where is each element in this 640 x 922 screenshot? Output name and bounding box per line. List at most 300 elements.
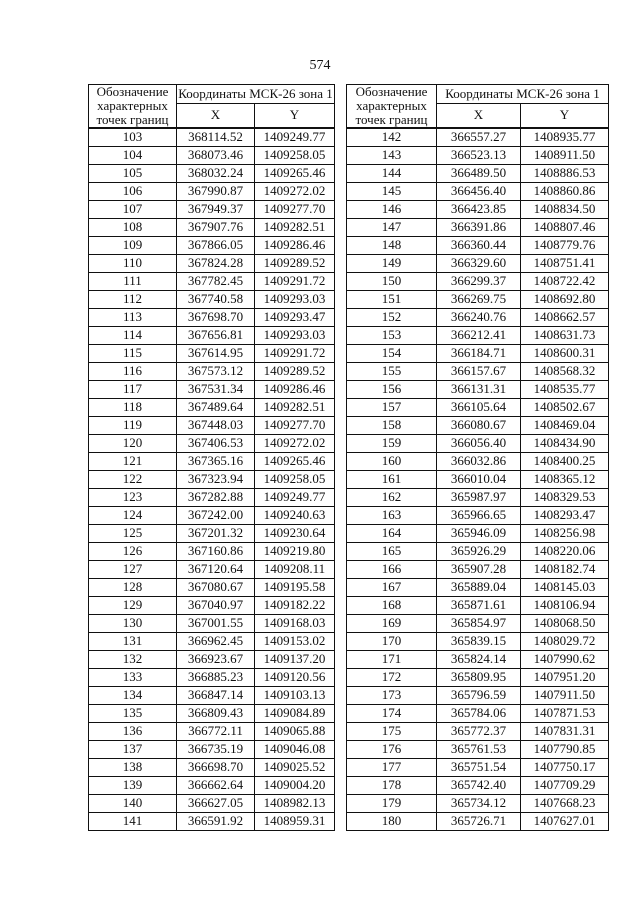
point-number-cell: 133 [89,669,177,687]
y-coordinate-cell: 1408182.74 [521,561,609,579]
x-coordinate-cell: 367573.12 [177,363,255,381]
y-coordinate-cell: 1409282.51 [255,219,335,237]
y-coordinate-cell: 1409289.52 [255,363,335,381]
y-coordinate-cell: 1408068.50 [521,615,609,633]
y-coordinate-cell: 1408029.72 [521,633,609,651]
y-coordinate-cell: 1409208.11 [255,561,335,579]
table-row [347,417,609,435]
x-coordinate-cell: 367001.55 [177,615,255,633]
x-coordinate-cell: 365946.09 [437,525,521,543]
x-coordinate-cell: 367990.87 [177,183,255,201]
point-number-cell: 157 [347,399,437,417]
x-coordinate-cell: 366299.37 [437,273,521,291]
x-coordinate-cell: 367160.86 [177,543,255,561]
x-coordinate-cell: 367406.53 [177,435,255,453]
point-number-cell: 120 [89,435,177,453]
point-number-cell: 124 [89,507,177,525]
x-coordinate-cell: 368114.52 [177,128,255,147]
x-coordinate-cell: 365796.59 [437,687,521,705]
point-number-cell: 148 [347,237,437,255]
y-coordinate-cell: 1408692.80 [521,291,609,309]
x-coordinate-cell: 367698.70 [177,309,255,327]
y-coordinate-cell: 1409291.72 [255,345,335,363]
x-column-header: X [177,104,255,128]
x-coordinate-cell: 366523.13 [437,147,521,165]
y-coordinate-cell: 1408722.42 [521,273,609,291]
y-coordinate-cell: 1408469.04 [521,417,609,435]
x-coordinate-cell: 366157.67 [437,363,521,381]
x-coordinate-cell: 366240.76 [437,309,521,327]
x-coordinate-cell: 366423.85 [437,201,521,219]
y-coordinate-cell: 1408935.77 [521,128,609,147]
table-row [347,723,609,741]
point-number-cell: 154 [347,345,437,363]
point-number-cell: 103 [89,128,177,147]
table-row [347,795,609,813]
point-number-cell: 165 [347,543,437,561]
table-row [89,309,335,327]
table-row [347,741,609,759]
table-row [347,309,609,327]
x-coordinate-cell: 366662.64 [177,777,255,795]
table-row [89,147,335,165]
table-row [89,687,335,705]
y-coordinate-cell: 1409137.20 [255,651,335,669]
x-coordinate-cell: 366772.11 [177,723,255,741]
y-coordinate-cell: 1407871.53 [521,705,609,723]
y-coordinate-cell: 1408600.31 [521,345,609,363]
x-coordinate-cell: 366269.75 [437,291,521,309]
y-coordinate-cell: 1409277.70 [255,417,335,435]
y-coordinate-cell: 1407627.01 [521,813,609,831]
y-coordinate-cell: 1409258.05 [255,471,335,489]
point-number-cell: 127 [89,561,177,579]
table-row [347,183,609,201]
table-row [89,561,335,579]
table-row [89,813,335,831]
point-number-cell: 167 [347,579,437,597]
table-row [89,507,335,525]
y-coordinate-cell: 1408751.41 [521,255,609,273]
x-coordinate-cell: 367040.97 [177,597,255,615]
point-number-cell: 177 [347,759,437,777]
point-number-cell: 134 [89,687,177,705]
y-coordinate-cell: 1408779.76 [521,237,609,255]
x-coordinate-cell: 367614.95 [177,345,255,363]
y-coordinate-cell: 1407709.29 [521,777,609,795]
x-coordinate-cell: 366391.86 [437,219,521,237]
x-coordinate-cell: 365907.28 [437,561,521,579]
table-row [89,165,335,183]
x-coordinate-cell: 366847.14 [177,687,255,705]
point-number-cell: 130 [89,615,177,633]
point-number-cell: 118 [89,399,177,417]
table-row [89,255,335,273]
x-coordinate-cell: 365772.37 [437,723,521,741]
x-coordinate-cell: 367866.05 [177,237,255,255]
table-row [347,201,609,219]
y-coordinate-cell: 1409277.70 [255,201,335,219]
table-row [89,741,335,759]
x-coordinate-cell: 367242.00 [177,507,255,525]
point-number-cell: 176 [347,741,437,759]
point-number-cell: 166 [347,561,437,579]
x-coordinate-cell: 366591.92 [177,813,255,831]
point-number-cell: 179 [347,795,437,813]
x-coordinate-cell: 365824.14 [437,651,521,669]
point-number-cell: 162 [347,489,437,507]
x-coordinate-cell: 367120.64 [177,561,255,579]
table-row [89,489,335,507]
y-coordinate-cell: 1407951.20 [521,669,609,687]
y-coordinate-cell: 1408434.90 [521,435,609,453]
y-coordinate-cell: 1409065.88 [255,723,335,741]
x-coordinate-cell: 366735.19 [177,741,255,759]
x-coordinate-cell: 367489.64 [177,399,255,417]
y-coordinate-cell: 1408807.46 [521,219,609,237]
y-coordinate-cell: 1409249.77 [255,489,335,507]
table-row [347,453,609,471]
table-row [347,128,609,147]
table-row [347,633,609,651]
y-coordinate-cell: 1409004.20 [255,777,335,795]
table-row [347,399,609,417]
table-row [347,255,609,273]
point-number-cell: 106 [89,183,177,201]
x-coordinate-cell: 367201.32 [177,525,255,543]
x-coordinate-cell: 366557.27 [437,128,521,147]
y-coordinate-cell: 1408145.03 [521,579,609,597]
coordinates-table-left [88,84,335,831]
point-number-cell: 153 [347,327,437,345]
table-row [347,615,609,633]
y-column-header: Y [255,104,335,128]
page-number: 574 [309,58,331,73]
point-number-cell: 149 [347,255,437,273]
y-coordinate-cell: 1409046.08 [255,741,335,759]
table-row [347,327,609,345]
y-coordinate-cell: 1409182.22 [255,597,335,615]
point-number-cell: 178 [347,777,437,795]
point-number-cell: 151 [347,291,437,309]
point-number-cell: 158 [347,417,437,435]
x-coordinate-cell: 367080.67 [177,579,255,597]
table-row [347,561,609,579]
point-number-cell: 138 [89,759,177,777]
point-number-cell: 109 [89,237,177,255]
table-row [347,705,609,723]
x-coordinate-cell: 367907.76 [177,219,255,237]
y-coordinate-cell: 1409120.56 [255,669,335,687]
point-number-cell: 172 [347,669,437,687]
x-coordinate-cell: 365966.65 [437,507,521,525]
y-coordinate-cell: 1409168.03 [255,615,335,633]
point-number-cell: 144 [347,165,437,183]
x-coordinate-cell: 365889.04 [437,579,521,597]
point-number-cell: 137 [89,741,177,759]
y-coordinate-cell: 1409265.46 [255,165,335,183]
table-row [347,651,609,669]
x-coordinate-cell: 366212.41 [437,327,521,345]
point-number-cell: 159 [347,435,437,453]
x-coordinate-cell: 365926.29 [437,543,521,561]
point-number-cell: 108 [89,219,177,237]
x-coordinate-cell: 366360.44 [437,237,521,255]
table-row [89,453,335,471]
coordinates-table-right [346,84,609,831]
y-coordinate-cell: 1407911.50 [521,687,609,705]
point-number-cell: 171 [347,651,437,669]
y-coordinate-cell: 1407790.85 [521,741,609,759]
point-number-cell: 173 [347,687,437,705]
x-coordinate-cell: 367656.81 [177,327,255,345]
x-coordinate-cell: 366923.67 [177,651,255,669]
x-coordinate-cell: 365987.97 [437,489,521,507]
table-row [89,615,335,633]
y-coordinate-cell: 1409195.58 [255,579,335,597]
point-number-cell: 169 [347,615,437,633]
x-coordinate-cell: 367740.58 [177,291,255,309]
y-coordinate-cell: 1408220.06 [521,543,609,561]
x-coordinate-cell: 365809.95 [437,669,521,687]
x-coordinate-cell: 365734.12 [437,795,521,813]
x-coordinate-cell: 367949.37 [177,201,255,219]
y-coordinate-cell: 1407750.17 [521,759,609,777]
point-number-cell: 128 [89,579,177,597]
point-number-cell: 104 [89,147,177,165]
point-number-cell: 170 [347,633,437,651]
designation-header: Обозначение характерных точек границ [89,85,177,129]
y-coordinate-cell: 1409249.77 [255,128,335,147]
point-number-cell: 180 [347,813,437,831]
table-row [347,507,609,525]
table-row [347,273,609,291]
x-coordinate-cell: 365784.06 [437,705,521,723]
y-coordinate-cell: 1407831.31 [521,723,609,741]
x-coordinate-cell: 367448.03 [177,417,255,435]
x-column-header: X [437,104,521,128]
table-row [347,219,609,237]
y-coordinate-cell: 1409265.46 [255,453,335,471]
table-row [89,579,335,597]
point-number-cell: 117 [89,381,177,399]
table-row [89,597,335,615]
table-row [89,363,335,381]
y-coordinate-cell: 1408662.57 [521,309,609,327]
table-row [89,669,335,687]
x-coordinate-cell: 365839.15 [437,633,521,651]
point-number-cell: 164 [347,525,437,543]
y-coordinate-cell: 1408982.13 [255,795,335,813]
table-row [89,381,335,399]
point-number-cell: 110 [89,255,177,273]
x-coordinate-cell: 365854.97 [437,615,521,633]
y-coordinate-cell: 1408293.47 [521,507,609,525]
point-number-cell: 114 [89,327,177,345]
y-coordinate-cell: 1408631.73 [521,327,609,345]
point-number-cell: 143 [347,147,437,165]
table-row [89,219,335,237]
point-number-cell: 145 [347,183,437,201]
point-number-cell: 174 [347,705,437,723]
x-coordinate-cell: 367782.45 [177,273,255,291]
x-coordinate-cell: 366010.04 [437,471,521,489]
point-number-cell: 125 [89,525,177,543]
table-row [89,633,335,651]
table-row [89,525,335,543]
point-number-cell: 126 [89,543,177,561]
x-coordinate-cell: 366329.60 [437,255,521,273]
coordinates-header: Координаты МСК-26 зона 1 [177,85,335,104]
point-number-cell: 150 [347,273,437,291]
table-row [347,165,609,183]
table-row [347,597,609,615]
x-coordinate-cell: 366056.40 [437,435,521,453]
y-coordinate-cell: 1409286.46 [255,237,335,255]
y-coordinate-cell: 1409084.89 [255,705,335,723]
point-number-cell: 136 [89,723,177,741]
y-coordinate-cell: 1408400.25 [521,453,609,471]
x-coordinate-cell: 365751.54 [437,759,521,777]
x-coordinate-cell: 366032.86 [437,453,521,471]
x-coordinate-cell: 366809.43 [177,705,255,723]
y-coordinate-cell: 1408535.77 [521,381,609,399]
point-number-cell: 105 [89,165,177,183]
y-coordinate-cell: 1408886.53 [521,165,609,183]
point-number-cell: 113 [89,309,177,327]
point-number-cell: 123 [89,489,177,507]
point-number-cell: 141 [89,813,177,831]
y-coordinate-cell: 1408502.67 [521,399,609,417]
point-number-cell: 119 [89,417,177,435]
x-coordinate-cell: 366105.64 [437,399,521,417]
table-row [347,777,609,795]
point-number-cell: 121 [89,453,177,471]
y-coordinate-cell: 1408959.31 [255,813,335,831]
x-coordinate-cell: 365871.61 [437,597,521,615]
x-coordinate-cell: 366698.70 [177,759,255,777]
y-coordinate-cell: 1409282.51 [255,399,335,417]
point-number-cell: 131 [89,633,177,651]
y-column-header: Y [521,104,609,128]
point-number-cell: 168 [347,597,437,615]
point-number-cell: 111 [89,273,177,291]
table-row [89,128,335,147]
x-coordinate-cell: 367365.16 [177,453,255,471]
y-coordinate-cell: 1409289.52 [255,255,335,273]
point-number-cell: 155 [347,363,437,381]
point-number-cell: 129 [89,597,177,615]
table-row [347,759,609,777]
y-coordinate-cell: 1407668.23 [521,795,609,813]
table-row [89,435,335,453]
table-row [347,435,609,453]
x-coordinate-cell: 367531.34 [177,381,255,399]
table-row [89,183,335,201]
table-row [347,543,609,561]
point-number-cell: 152 [347,309,437,327]
x-coordinate-cell: 366885.23 [177,669,255,687]
point-number-cell: 139 [89,777,177,795]
table-row [347,471,609,489]
table-row [347,345,609,363]
y-coordinate-cell: 1408256.98 [521,525,609,543]
table-row [347,147,609,165]
table-row [89,291,335,309]
y-coordinate-cell: 1409025.52 [255,759,335,777]
x-coordinate-cell: 366489.50 [437,165,521,183]
x-coordinate-cell: 365726.71 [437,813,521,831]
y-coordinate-cell: 1409286.46 [255,381,335,399]
x-coordinate-cell: 366080.67 [437,417,521,435]
x-coordinate-cell: 368032.24 [177,165,255,183]
x-coordinate-cell: 366627.05 [177,795,255,813]
table-row [347,237,609,255]
point-number-cell: 147 [347,219,437,237]
x-coordinate-cell: 365742.40 [437,777,521,795]
y-coordinate-cell: 1409272.02 [255,183,335,201]
y-coordinate-cell: 1409293.47 [255,309,335,327]
y-coordinate-cell: 1409230.64 [255,525,335,543]
y-coordinate-cell: 1409240.63 [255,507,335,525]
point-number-cell: 116 [89,363,177,381]
table-row [347,489,609,507]
x-coordinate-cell: 367282.88 [177,489,255,507]
table-row [89,705,335,723]
table-row [89,651,335,669]
x-coordinate-cell: 366131.31 [437,381,521,399]
point-number-cell: 175 [347,723,437,741]
point-number-cell: 132 [89,651,177,669]
y-coordinate-cell: 1409219.80 [255,543,335,561]
point-number-cell: 156 [347,381,437,399]
y-coordinate-cell: 1409153.02 [255,633,335,651]
point-number-cell: 142 [347,128,437,147]
table-row [347,381,609,399]
point-number-cell: 146 [347,201,437,219]
y-coordinate-cell: 1408568.32 [521,363,609,381]
table-row [89,777,335,795]
x-coordinate-cell: 365761.53 [437,741,521,759]
y-coordinate-cell: 1409291.72 [255,273,335,291]
point-number-cell: 161 [347,471,437,489]
table-row [347,813,609,831]
point-number-cell: 122 [89,471,177,489]
table-row [347,579,609,597]
x-coordinate-cell: 367824.28 [177,255,255,273]
point-number-cell: 115 [89,345,177,363]
table-row [347,669,609,687]
point-number-cell: 107 [89,201,177,219]
table-row [89,273,335,291]
table-row [89,417,335,435]
table-row [89,543,335,561]
point-number-cell: 160 [347,453,437,471]
table-row [89,795,335,813]
table-row [89,237,335,255]
designation-header: Обозначение характерных точек границ [347,85,437,129]
point-number-cell: 140 [89,795,177,813]
y-coordinate-cell: 1408365.12 [521,471,609,489]
y-coordinate-cell: 1409103.13 [255,687,335,705]
table-row [89,345,335,363]
y-coordinate-cell: 1408911.50 [521,147,609,165]
table-row [89,399,335,417]
table-row [89,759,335,777]
y-coordinate-cell: 1409258.05 [255,147,335,165]
table-row [89,327,335,345]
table-row [89,471,335,489]
